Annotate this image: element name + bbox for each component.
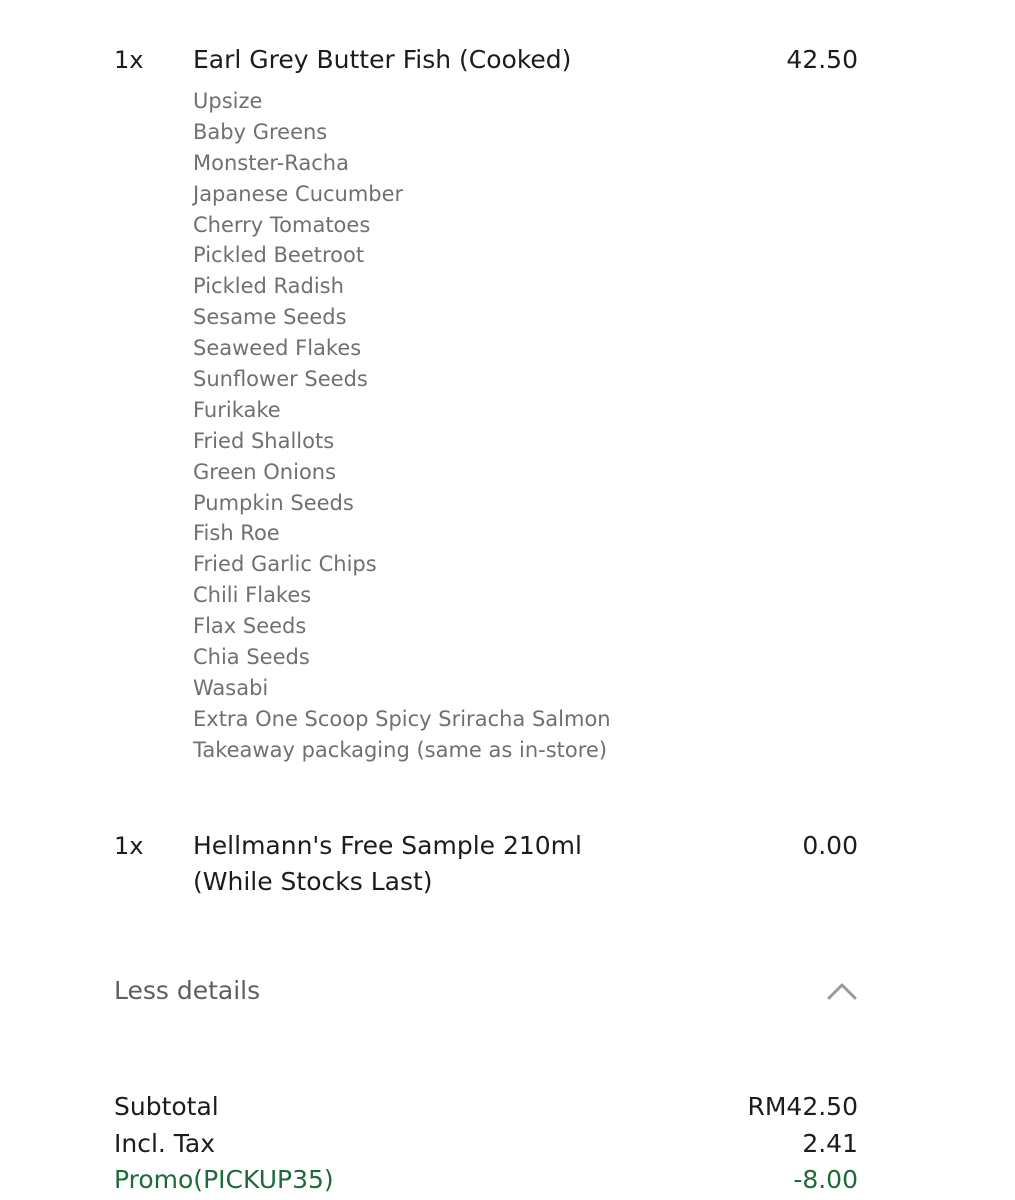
modifier-item: Sunflower Seeds: [193, 367, 368, 392]
modifier-item: Japanese Cucumber: [193, 181, 404, 206]
modifier-item: Baby Greens: [193, 119, 328, 144]
subtotal-label: Subtotal: [114, 1092, 219, 1121]
modifier-item: Fish Roe: [193, 521, 280, 546]
modifier-item: Cherry Tomatoes: [193, 212, 371, 237]
modifier-item: Monster-Racha: [193, 150, 349, 175]
modifier-item: Extra One Scoop Spicy Sriracha Salmon: [193, 706, 611, 731]
item-price: 42.50: [786, 45, 858, 74]
modifier-item: Seaweed Flakes: [193, 336, 362, 361]
tax-label: Incl. Tax: [114, 1129, 216, 1158]
less-details-toggle[interactable]: [114, 972, 858, 1012]
modifier-item: Flax Seeds: [193, 614, 307, 639]
subtotal-row: [114, 1089, 858, 1125]
promo-label: Promo(PICKUP35): [114, 1165, 334, 1194]
less-details-label: Less details: [114, 976, 261, 1005]
modifier-item: Pickled Radish: [193, 274, 344, 299]
item-price: 0.00: [802, 831, 858, 860]
modifier-item: Wasabi: [193, 675, 269, 700]
chevron-up-icon[interactable]: [826, 976, 858, 1006]
item-modifier-list: [193, 86, 611, 766]
modifier-item: Chili Flakes: [193, 583, 312, 608]
item-name: Earl Grey Butter Fish (Cooked): [193, 45, 572, 74]
tax-value: 2.41: [802, 1129, 858, 1158]
promo-row: [114, 1162, 858, 1198]
subtotal-value: RM42.50: [747, 1092, 858, 1121]
modifier-item: Green Onions: [193, 459, 337, 484]
modifier-item: Fried Shallots: [193, 428, 335, 453]
item-quantity: 1x: [114, 46, 144, 74]
modifier-item: Pumpkin Seeds: [193, 490, 354, 515]
promo-value: -8.00: [793, 1165, 858, 1194]
modifier-item: Pickled Beetroot: [193, 243, 365, 268]
modifier-item: Chia Seeds: [193, 645, 310, 670]
modifier-item: Upsize: [193, 89, 263, 113]
item-quantity: 1x: [114, 832, 144, 860]
modifier-item: Sesame Seeds: [193, 305, 347, 330]
modifier-item: Takeaway packaging (same as in-store): [193, 737, 608, 762]
tax-row: [114, 1126, 858, 1162]
modifier-item: Fried Garlic Chips: [193, 552, 377, 577]
item-name: Hellmann's Free Sample 210ml (While Stocks Last): [193, 831, 582, 896]
modifier-item: Furikake: [193, 397, 281, 422]
